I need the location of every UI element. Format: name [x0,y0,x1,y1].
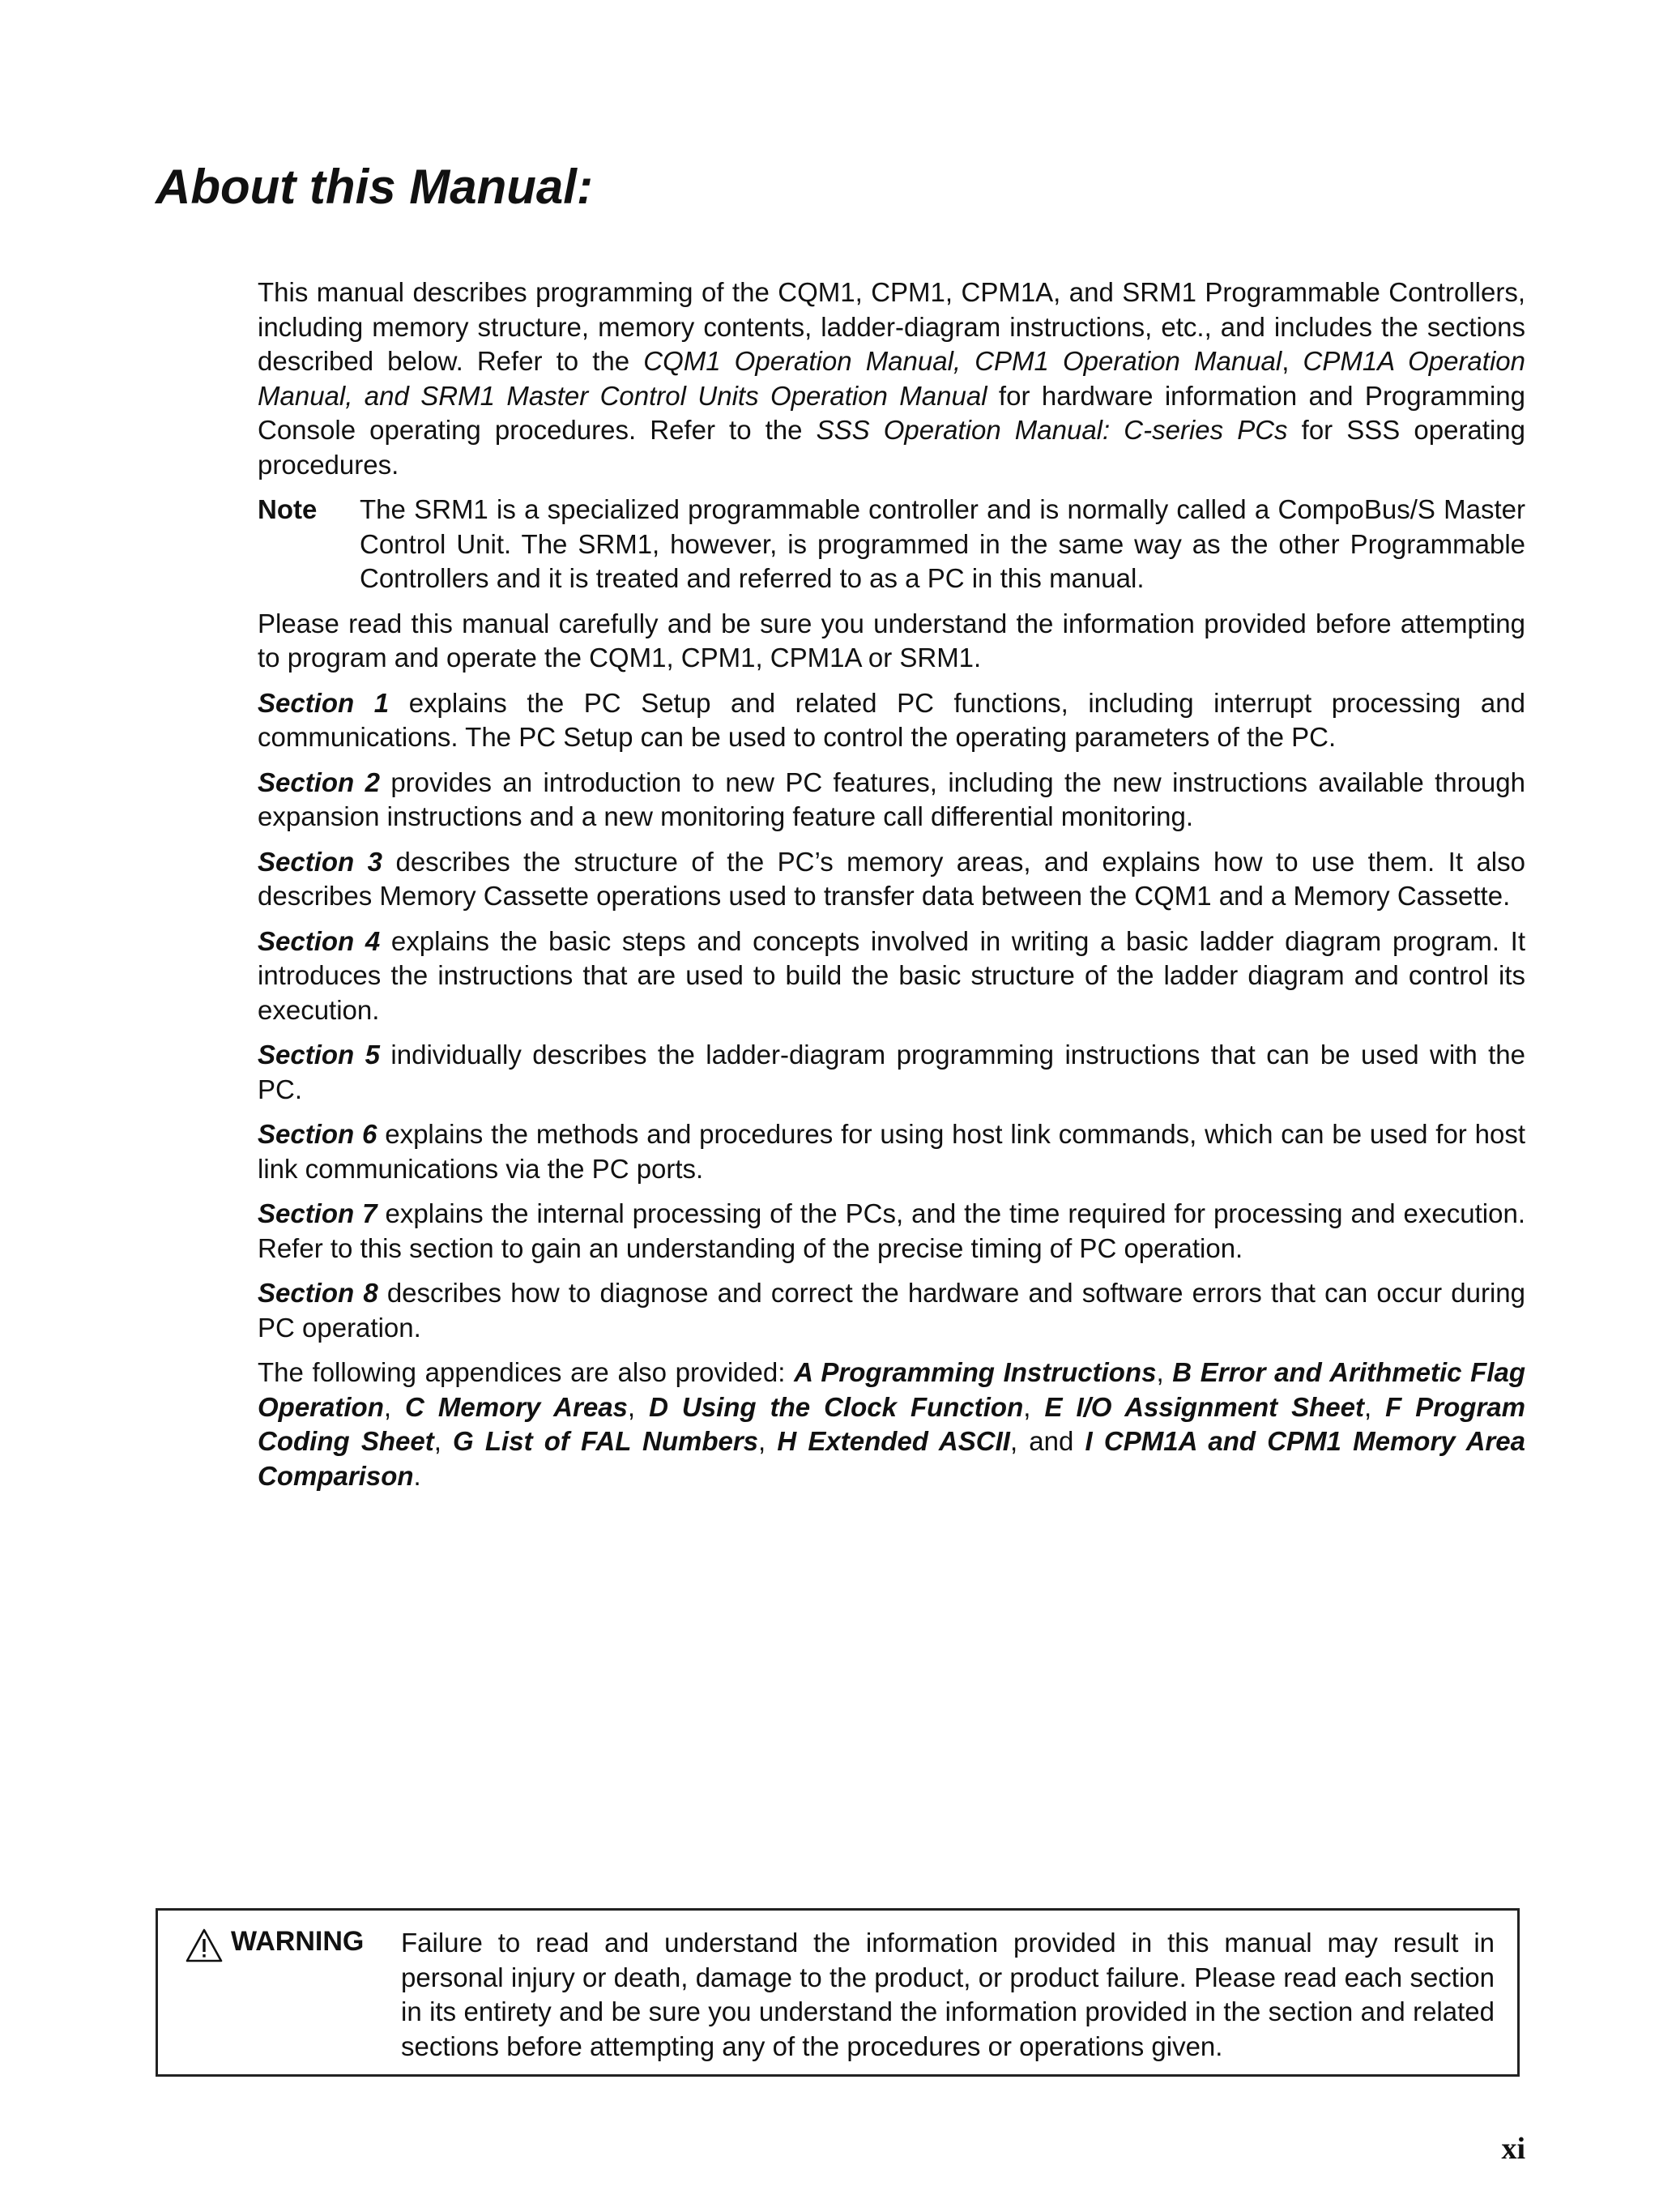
section-description: explains the basic steps and concepts involved in writing a basic ladder diagram program. It introduces the instructions that are used to build the basic structure of the ladder diagram and control its execution. [258,925,1525,1025]
note-label: Note [258,494,318,524]
section-description: provides an introduction to new PC features, including the new instructions available through expansion instructions and a new monitoring feature call differential monitoring. [258,767,1525,831]
intro-manual-ref-2: CPM1A Operation Manual, and SRM1 Master Control Units Operation Manual [258,346,1525,411]
warning-box [156,1908,1520,2077]
section-8-paragraph [258,1276,1525,1345]
section-description: explains the internal processing of the PCs, and the time required for processing and execution. Refer to this section to gain an understanding of the precise timing of PC operation. [258,1198,1525,1263]
intro-text-1: This manual describes programming of the CQM1, CPM1, CPM1A, and SRM1 Programmable Controllers, including memory structure, memory contents, ladder-diagram instructions, etc., and includes the sections described below. Refer to the [258,277,1525,376]
page-title: About this Manual: [156,160,593,214]
section-description: individually describes the ladder-diagram programming instructions that can be used with the PC. [258,1040,1525,1104]
section-1-paragraph [258,686,1525,755]
please-read-paragraph: Please read this manual carefully and be sure you understand the information provided before attempting to program and operate the CQM1, CPM1, CPM1A or SRM1. [258,608,1525,673]
warning-text: Failure to read and understand the information provided in this manual may result in personal injury or death, damage to the product, or product failure. Please read each section in its entirety and be sure you understand the information provided in the section and related sections before attempting any of the procedures or operations given. [401,1928,1495,2061]
appendix-d: D Using the Clock Function [649,1391,1024,1422]
note-text: The SRM1 is a specialized programmable controller and is normally called a CompoBus/S Master Control Unit. The SRM1, however, is programmed in the same way as the other Programmable Controllers and it is treated and referred to as a PC in this manual. [360,494,1525,593]
warning-triangle-icon [186,1928,223,1962]
section-label: Section 2 [258,767,380,797]
separator: , [758,1426,778,1456]
appendix-e: E I/O Assignment Sheet [1044,1391,1364,1422]
section-label: Section 5 [258,1040,380,1070]
section-label: Section 6 [258,1119,377,1149]
section-label: Section 7 [258,1198,377,1228]
intro-manual-ref-1: CQM1 Operation Manual, CPM1 Operation Manual [643,346,1282,376]
period: . [413,1460,421,1491]
section-description: describes the structure of the PC’s memory areas, and explains how to use them. It also describes Memory Cassette operations used to transfer data between the CQM1 and a Memory Cassette. [258,846,1525,911]
section-6-paragraph [258,1117,1525,1186]
separator: , [1156,1357,1173,1387]
appendix-a: A Programming Instructions [794,1357,1157,1387]
section-description: describes how to diagnose and correct the hardware and software errors that can occur during PC operation. [258,1278,1525,1343]
section-label: Section 4 [258,925,381,956]
appendix-i: I CPM1A and CPM1 Memory Area Comparison [258,1426,1525,1491]
separator: , [627,1391,650,1422]
intro-text-3: for hardware information and Programming Console operating procedures. Refer to the [258,380,1525,445]
section-description: explains the methods and procedures for using host link commands, which can be used for host link communications via the PC ports. [258,1119,1525,1184]
intro-text-4: for SSS operating procedures. [258,415,1525,480]
appendix-h: H Extended ASCII [777,1426,1010,1456]
page-number: xi [1501,2132,1525,2166]
note-block [258,493,1525,596]
warning-label: WARNING [231,1926,365,1957]
intro-text-2: , [1282,346,1303,376]
separator: , [433,1426,454,1456]
appendices-intro: The following appendices are also provided: [258,1357,795,1387]
appendix-g: G List of FAL Numbers [453,1426,759,1456]
separator: , [1023,1391,1045,1422]
appendix-b: B Error and Arithmetic Flag Operation [258,1357,1525,1422]
separator: , [383,1391,406,1422]
separator-and: , and [1009,1426,1085,1456]
appendices-paragraph [258,1356,1525,1493]
section-7-paragraph [258,1197,1525,1266]
intro-paragraph [258,275,1525,482]
section-3-paragraph [258,845,1525,914]
appendix-f: F Program Coding Sheet [258,1391,1525,1456]
appendix-c: C Memory Areas [405,1391,628,1422]
separator: , [1363,1391,1386,1422]
section-description: explains the PC Setup and related PC functions, including interrupt processing and communications. The PC Setup can be used to control the operating parameters of the PC. [258,687,1525,752]
intro-manual-ref-3: SSS Operation Manual: C-series PCs [816,415,1288,445]
section-label: Section 8 [258,1278,378,1308]
manual-body [258,275,1525,1504]
section-2-paragraph [258,766,1525,835]
section-label: Section 1 [258,687,390,718]
section-4-paragraph [258,925,1525,1028]
section-5-paragraph [258,1038,1525,1107]
section-label: Section 3 [258,846,383,877]
